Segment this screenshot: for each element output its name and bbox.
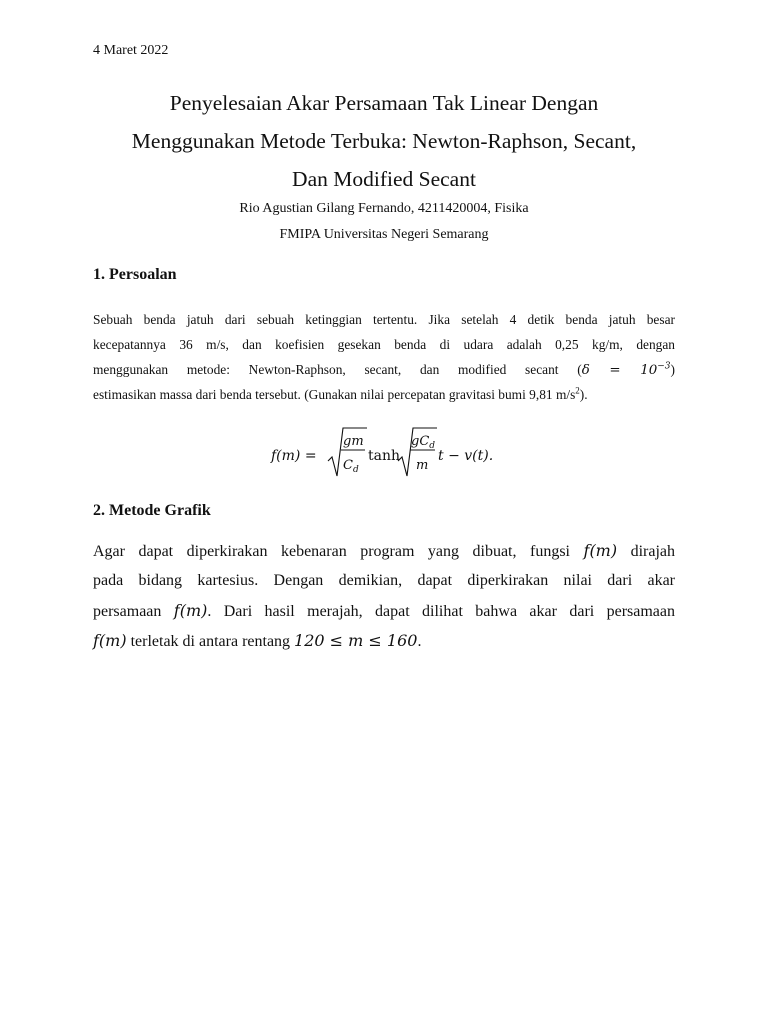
problem-line-3-text: menggunakan metode: Newton-Raphson, secant, dan modified secant ( xyxy=(93,362,582,377)
document-date: 4 Maret 2022 xyxy=(93,43,169,58)
tanh-function: tanh xyxy=(368,448,401,464)
problem-line-2: kecepatannya 36 m/s, dan koefisien gesekan benda di udara adalah 0,25 kg/m, dengan xyxy=(93,337,675,352)
graph-method-paragraph xyxy=(93,536,675,656)
equation-svg xyxy=(0,418,768,482)
problem-paragraph xyxy=(93,307,675,407)
problem-line-4: estimasikan massa dari benda tersebut. (Gunakan nilai percepatan gravitasi bumi 9,81 $m/s^2$). xyxy=(93,385,588,402)
section-heading-persoalan: 1. Persoalan xyxy=(93,266,177,283)
fraction-2-numerator: $gC_d$ xyxy=(411,434,436,451)
title-line-3: Dan Modified Secant xyxy=(292,167,476,191)
affiliation-line: FMIPA Universitas Negeri Semarang xyxy=(279,227,489,242)
range-expression: 120 ≤ m ≤ 160 xyxy=(294,631,418,650)
graph-line-4: f(m) terletak di antara rentang 120 ≤ m ≤ 160. xyxy=(93,631,422,650)
fraction-2-denominator: m xyxy=(416,458,429,473)
graph-line-3: persamaan f(m). Dari hasil merajah, dapat dilihat bahwa akar dari persamaan xyxy=(93,601,675,620)
title-line-1: Penyelesaian Akar Persamaan Tak Linear Dengan xyxy=(169,91,599,115)
problem-line-3: menggunakan metode: Newton-Raphson, secant, dan modified secant $(\delta = 10^{-3})$ xyxy=(93,361,675,378)
equation-lhs: f(m) = xyxy=(271,448,317,464)
equation-rhs: t − v(t). xyxy=(438,448,494,464)
graph-line-1: Agar dapat diperkirakan kebenaran program yang dibuat, fungsi f(m) dirajah xyxy=(93,541,676,560)
author-line: Rio Agustian Gilang Fernando, 4211420004, Fisika xyxy=(239,201,529,216)
equation-block xyxy=(0,418,768,482)
graph-line-2: pada bidang kartesius. Dengan demikian, dapat diperkirakan nilai dari akar xyxy=(93,572,675,589)
section-heading-metode-grafik: 2. Metode Grafik xyxy=(93,502,211,519)
document-title xyxy=(60,84,708,198)
problem-line-1: Sebuah benda jatuh dari sebuah ketinggian tertentu. Jika setelah 4 detik benda jatuh besar xyxy=(93,312,675,327)
fraction-1-denominator: $C_d$ xyxy=(343,458,359,475)
title-line-2: Menggunakan Metode Terbuka: Newton-Raphson, Secant, xyxy=(131,129,637,153)
fraction-1-numerator: gm xyxy=(343,434,364,449)
delta-expression: $\delta = 10^{-3}$ xyxy=(581,361,671,378)
